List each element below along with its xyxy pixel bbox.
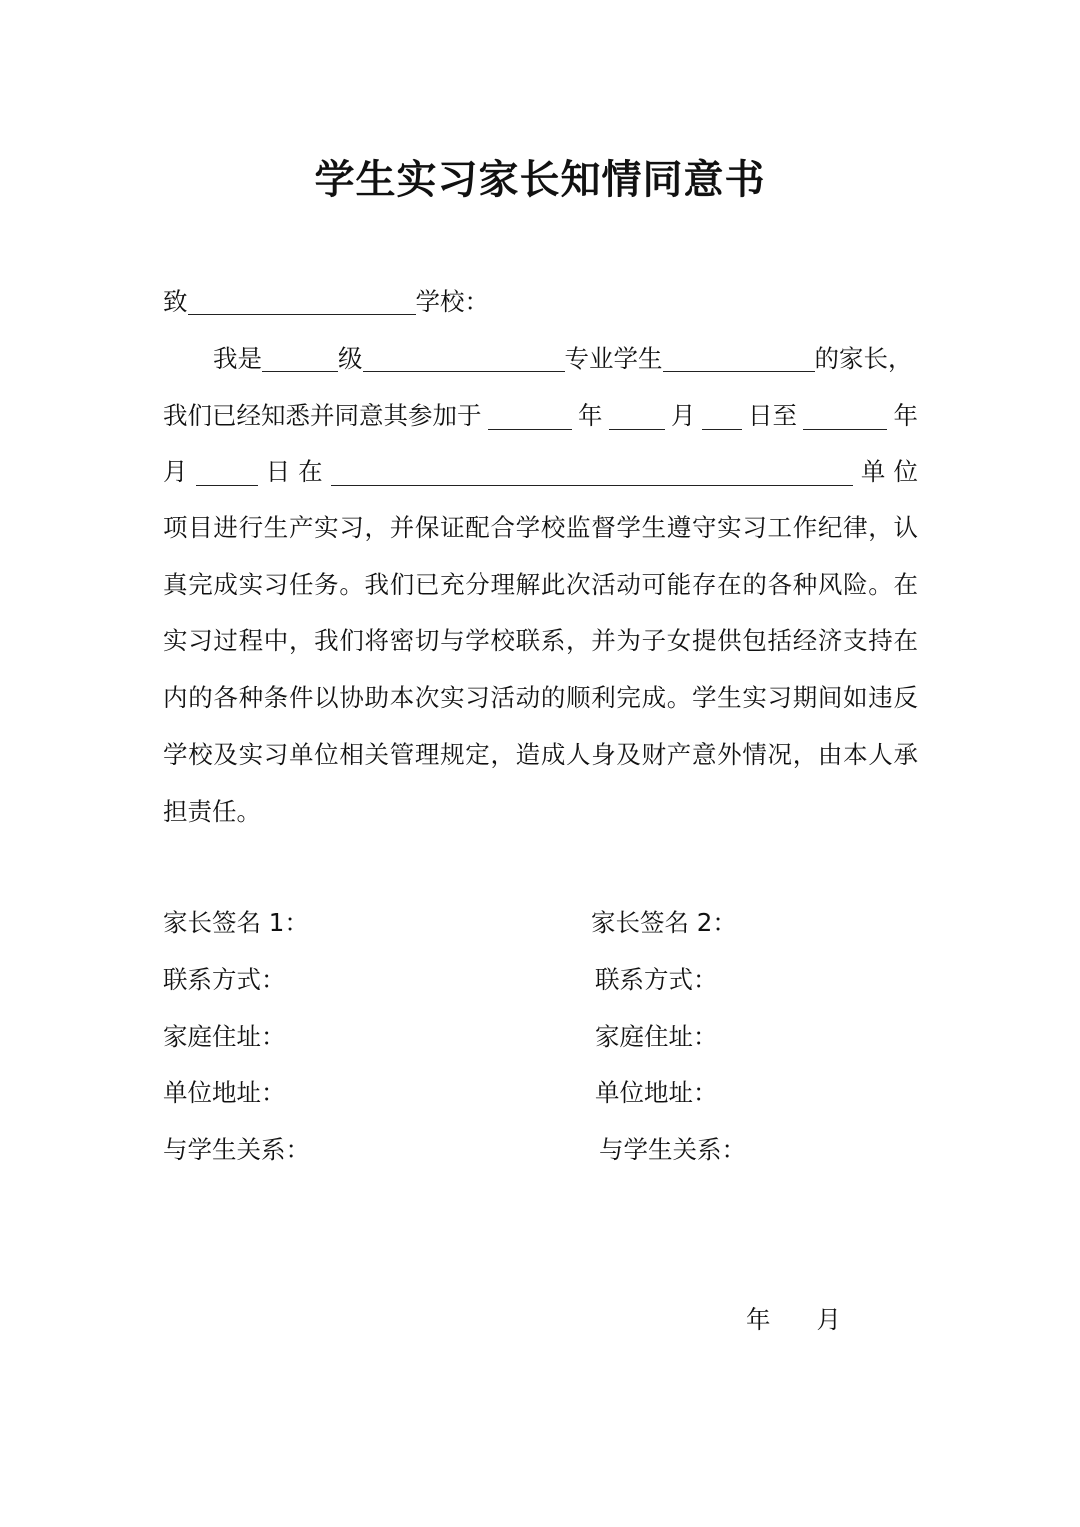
parent2-address-label: 家庭住址：: [595, 1022, 718, 1051]
day-to-label: 日至: [748, 401, 797, 430]
addressee-prefix: 致: [163, 287, 188, 316]
grade-label: 级: [338, 344, 363, 373]
addressee-line: [163, 274, 918, 330]
unit-label-1: 单: [860, 457, 886, 486]
date-year-label: 年: [746, 1305, 771, 1334]
document-title: 学生实习家长知情同意书: [314, 157, 766, 203]
start-year-blank[interactable]: [488, 429, 572, 430]
unit-line: [163, 444, 918, 500]
day-at-label: 日 在: [265, 457, 323, 486]
end-day-blank[interactable]: [196, 485, 258, 486]
date-month-label: 月: [816, 1305, 841, 1334]
consent-text: 我们已经知悉并同意其参加于: [163, 401, 482, 430]
parent2-contact-label: 联系方式：: [595, 965, 718, 994]
end-year-label: 年: [893, 401, 918, 430]
parent1-signature-label: 家长签名 1：: [163, 908, 309, 937]
parent2-relation-label: 与学生关系：: [599, 1135, 746, 1164]
start-year-label: 年: [578, 401, 603, 430]
student-name-blank[interactable]: [663, 371, 815, 372]
date-range-line: [163, 388, 918, 444]
parent2-work-address-label: 单位地址：: [595, 1078, 718, 1107]
end-month-label: 月: [163, 457, 188, 486]
end-year-blank[interactable]: [803, 429, 887, 430]
parent1-contact-label: 联系方式：: [163, 965, 286, 994]
start-month-blank[interactable]: [609, 429, 665, 430]
parent1-relation-label: 与学生关系：: [163, 1135, 310, 1164]
grade-blank[interactable]: [262, 371, 338, 372]
start-day-blank[interactable]: [702, 429, 742, 430]
body-paragraph: 项目进行生产实习，并保证配合学校监督学生遵守实习工作纪律，认真完成实习任务。我们已充分理解此次活动可能存在的各种风险。在实习过程中，我们将密切与学校联系，并为子女提供包括经济支持在内的各种条件以协助本次实习活动的顺利完成。学生实习期间如违反学校及实习单位相关管理规定，造成人身及财产意外情况，由本人承担责任。: [163, 513, 918, 826]
unit-label-2: 位: [893, 457, 918, 486]
parent2-signature-label: 家长签名 2：: [591, 908, 737, 937]
major-label: 专业学生: [564, 344, 663, 373]
parent-label: 的家长，: [814, 344, 913, 373]
start-month-label: 月: [671, 401, 696, 430]
unit-name-blank[interactable]: [331, 485, 853, 486]
school-name-blank[interactable]: [188, 314, 416, 315]
intro-text: 我是: [213, 344, 262, 373]
parent1-address-label: 家庭住址：: [163, 1022, 286, 1051]
intro-line: [163, 331, 918, 387]
parent1-work-address-label: 单位地址：: [163, 1078, 286, 1107]
major-blank[interactable]: [363, 371, 565, 372]
addressee-suffix: 学校：: [415, 287, 489, 316]
signing-date: [746, 1300, 841, 1340]
